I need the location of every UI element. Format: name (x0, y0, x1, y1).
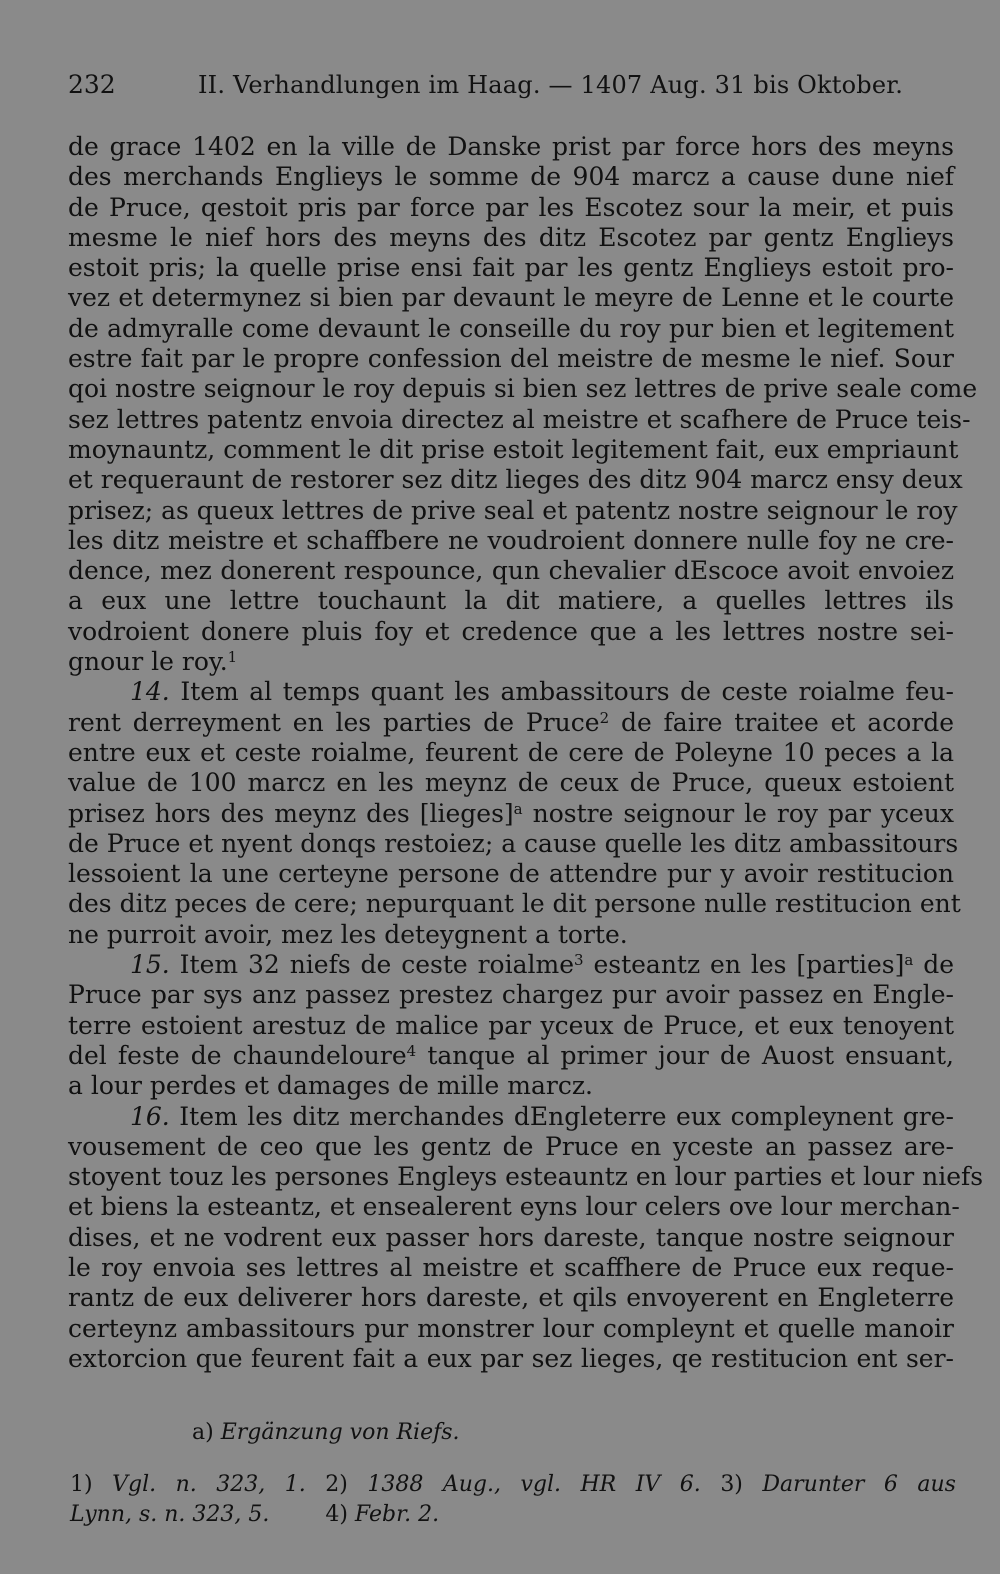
footnote-3-continued: Lynn, s. n. 323, 5. (70, 1502, 270, 1527)
body-line (68, 1011, 954, 1041)
running-title: II. Verhandlungen im Haag. — 1407 Aug. 31 bis Oktober. (198, 71, 904, 99)
body-line (68, 708, 954, 738)
body-line (68, 556, 954, 586)
line-text: Item al temps quant les ambassitours de ceste roialme feu- (180, 677, 955, 707)
line-text: estoit pris; la quelle prise ensi fait par les gentz Englieys estoit pro- (68, 253, 954, 283)
line-text: de Pruce, qestoit pris par force par les Escotez sour la meir, et puis (68, 192, 954, 222)
line-text: lessoient la une certeyne persone de attendre pur y avoir restitucion (68, 859, 954, 889)
paragraph-number: 14. (130, 677, 170, 707)
body-line (68, 1192, 960, 1222)
line-text: stoyent touz les persones Engleys esteauntz en lour parties et lour niefs (68, 1162, 984, 1192)
line-text: extorcion que feurent fait a eux par sez lieges, qe restitucion ent ser- (68, 1343, 954, 1373)
line-text: sez lettres patentz envoia directez al meistre et scafhere de Pruce teis- (68, 404, 971, 434)
line-text: de Pruce et nyent donqs restoiez; a cause quelle les ditz ambassitours (68, 828, 959, 858)
line-text: mesme le nief hors des meyns des ditz Escotez par gentz Englieys (68, 222, 954, 252)
body-line (68, 314, 954, 344)
line-text: Item 32 niefs de ceste roialme (179, 950, 575, 980)
footnote-2: 2) 1388 Aug., vgl. HR IV 6. (325, 1472, 701, 1497)
body-line (68, 526, 954, 556)
body-line (68, 434, 959, 465)
line-text: Item les ditz merchandes dEngleterre eux compleynent gre- (179, 1101, 955, 1131)
body-line (68, 859, 954, 889)
line-text: entre eux et ceste roialme, feurent de cere de Poleyne 10 peces a la (68, 737, 954, 767)
line-text: de grace 1402 en la ville de Danske prist par force hors des meyns (68, 132, 954, 161)
footnote-reference: 1 (227, 648, 238, 667)
line-text: dises, et ne vodrent eux passer hors dareste, tanque nostre seignour (68, 1222, 954, 1252)
line-text: a lour perdes et damages de mille marcz. (68, 1071, 593, 1101)
page-number: 232 (68, 70, 116, 99)
body-line (68, 950, 954, 980)
line-text: estre fait par le propre confession del meistre de mesme le nief. Sour (68, 344, 954, 374)
body-line (68, 132, 954, 162)
footnote-reference: 3 (574, 951, 584, 970)
body-line (68, 738, 954, 768)
line-text: des merchands Englieys le somme de 904 marcz a cause dune nief (68, 162, 954, 192)
body-line (68, 1132, 954, 1162)
line-text: rantz de eux deliverer hors dareste, et qils envoyerent en Engleterre (68, 1283, 954, 1313)
body-line (68, 283, 954, 313)
body-line (68, 1162, 984, 1192)
line-text: del feste de chaundeloure (68, 1040, 407, 1070)
body-line (68, 586, 954, 616)
footnote-reference: a (513, 799, 523, 818)
body-text (68, 132, 984, 1374)
body-line (68, 1041, 954, 1071)
body-line (68, 889, 961, 919)
body-line (68, 768, 954, 798)
paragraph-number: 16. (130, 1101, 170, 1131)
footnote-line-1 (70, 1470, 956, 1500)
line-text: qoi nostre seignour le roy depuis si bien sez lettres de prive seale come (68, 374, 978, 404)
body-line (68, 344, 954, 374)
body-line (68, 1071, 954, 1101)
footnote-4: 4) Febr. 2. (325, 1502, 440, 1527)
line-text-continued: tanque al primer jour de Auost ensuant, (416, 1040, 954, 1070)
body-line (68, 617, 954, 647)
footnote-a-mark: a) (192, 1420, 214, 1445)
line-text-continued: nostre seignour le roy par yceux (522, 798, 954, 828)
body-line (68, 920, 954, 950)
line-text: vodroient donere pluis foy et credence que a les lettres nostre sei- (68, 616, 954, 646)
body-line (68, 828, 959, 859)
body-line (68, 799, 954, 829)
footnote-a (192, 1418, 460, 1448)
line-text-continued: de faire traitee et acorde (609, 707, 954, 737)
footnote-reference: 2 (599, 708, 610, 727)
line-text: moynauntz, comment le dit prise estoit legitement fait, eux empriaunt (68, 434, 959, 464)
line-text-continued: de (913, 950, 955, 980)
body-line (68, 465, 963, 495)
body-line (68, 1314, 954, 1344)
body-line (68, 223, 954, 253)
body-line (68, 404, 971, 435)
line-text: ne purroit avoir, mez les deteygnent a torte. (68, 919, 628, 949)
body-line (68, 1253, 954, 1283)
line-text: le roy envoia ses lettres al meistre et scaffhere de Pruce eux reque- (68, 1252, 954, 1282)
line-text: value de 100 marcz en les meynz de ceux de Pruce, queux estoient (68, 768, 954, 798)
body-line (68, 980, 954, 1010)
line-text: et biens la esteantz, et ensealerent eyns lour celers ove lour merchan- (68, 1192, 960, 1222)
line-text: de admyralle come devaunt le conseille du roy pur bien et legitement (68, 313, 954, 343)
line-text: vez et determynez si bien par devaunt le meyre de Lenne et le courte (68, 283, 954, 313)
body-line (68, 677, 954, 707)
body-line (68, 1344, 954, 1374)
body-line (68, 1102, 954, 1132)
line-text: vousement de ceo que les gentz de Pruce en yceste an passez are- (68, 1131, 954, 1161)
paragraph-number: 15. (130, 950, 170, 980)
line-text: certeynz ambassitours pur monstrer lour compleynt et quelle manoir (68, 1313, 954, 1343)
line-text: gnour le roy. (68, 647, 228, 677)
footnote-3: 3) Darunter 6 aus (720, 1472, 956, 1497)
footnote-a-text: Ergänzung von Riefs. (220, 1420, 460, 1445)
line-text: prisez hors des meynz des [lieges] (68, 798, 514, 828)
line-text: terre estoient arestuz de malice par yceux de Pruce, et eux tenoyent (68, 1010, 954, 1040)
body-line (68, 374, 978, 404)
body-line (68, 253, 954, 283)
line-text: a eux une lettre touchaunt la dit matiere, a quelles lettres ils (68, 586, 954, 616)
body-line (68, 162, 954, 192)
line-text: rent derreyment en les parties de Pruce (68, 707, 600, 737)
line-text: et requeraunt de restorer sez ditz lieges des ditz 904 marcz ensy deux (68, 465, 963, 495)
body-line (68, 647, 954, 677)
body-line (68, 193, 954, 223)
line-text-continued: esteantz en les [parties] (583, 950, 905, 980)
body-line (68, 1223, 954, 1253)
footnote-line-2 (70, 1500, 956, 1530)
line-text: des ditz peces de cere; nepurquant le dit persone nulle restitucion ent (68, 889, 961, 919)
line-text: Pruce par sys anz passez prestez chargez pur avoir passez en Engle- (68, 980, 954, 1010)
footnote-reference: 4 (406, 1041, 417, 1060)
body-line (68, 1283, 954, 1313)
footnotes (70, 1470, 956, 1530)
line-text: prisez; as queux lettres de prive seal et patentz nostre seignour le roy (68, 495, 958, 525)
footnote-1: 1) Vgl. n. 323, 1. (70, 1472, 306, 1497)
line-text: les ditz meistre et schaffbere ne voudroient donnere nulle foy ne cre- (68, 525, 954, 555)
line-text: dence, mez donerent respounce, qun chevalier dEscoce avoit envoiez (68, 556, 954, 586)
body-line (68, 495, 958, 526)
footnote-reference: a (904, 951, 914, 970)
